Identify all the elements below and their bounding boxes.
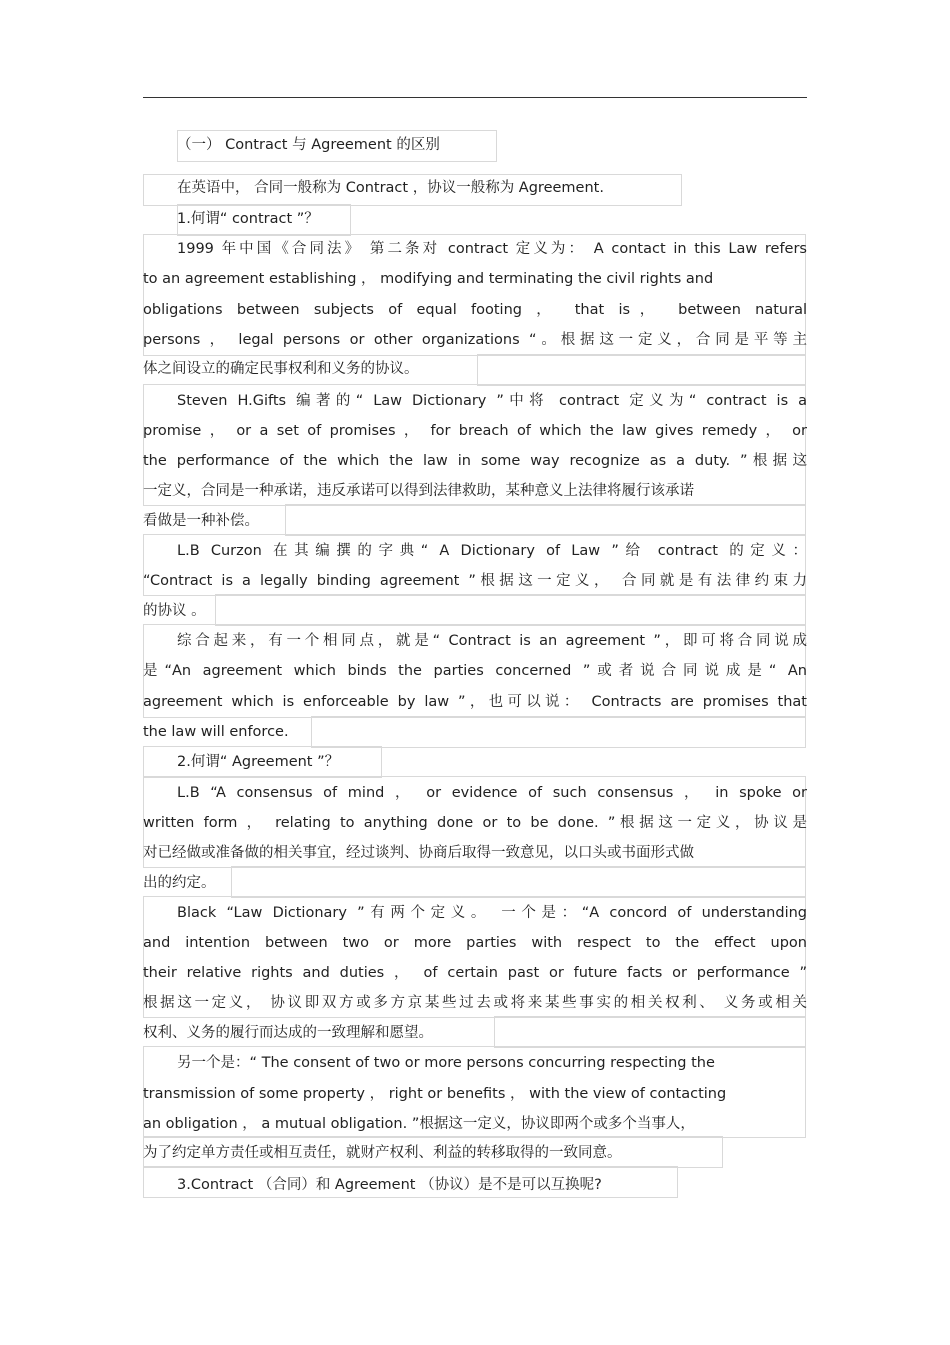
text-line: 的协议 。 — [143, 603, 206, 619]
text-line: their relative rights and duties ， of certain past or future facts or performance ” — [143, 965, 807, 981]
text-line: promise ， or a set of promises ， for breach of which the law gives remedy ， or — [143, 423, 807, 439]
text-line: 权利、义务的履行而达成的一致理解和愿望。 — [143, 1025, 433, 1041]
text-line: 对已经做或准备做的相关事宜，经过谈判、协商后取得一致意见，以口头或书面形式做 — [143, 845, 694, 861]
text-line: L.B “A consensus of mind ， or evidence of such consensus ， in spoke or — [177, 785, 807, 801]
text-line: obligations between subjects of equal footing ， that is， between natural — [143, 302, 807, 318]
text-line: 根据这一定义， 协议即双方或多方京某些过去或将来某些事实的相关权利、 义务或相关 — [143, 995, 807, 1011]
text-line: 体之间设立的确定民事权利和义务的协议。 — [143, 361, 419, 377]
text-line: an obligation ， a mutual obligation. ”根据这一定义，协议即两个或多个当事人， — [143, 1116, 695, 1132]
subheading-interchangeable: 3.Contract （合同）和 Agreement （协议）是不是可以互换呢? — [177, 1177, 602, 1193]
text-line: transmission of some property ， right or benefits ， with the view of contacting — [143, 1086, 727, 1102]
text-line: to an agreement establishing ， modifying and terminating the civil rights and — [143, 271, 714, 287]
text-line: persons ， legal persons or other organizations “。根据这一定义，合同是平等主 — [143, 332, 807, 348]
text-line: written form ， relating to anything done or to be done. ”根据这一定义，协议是 — [143, 815, 807, 831]
text-line: 另一个是：“ The consent of two or more persons concurring respecting the — [177, 1055, 715, 1071]
subheading-contract: 1.何谓“ contract ”？ — [177, 211, 319, 227]
text-line: L.B Curzon 在其编撰的字典“ A Dictionary of Law ”给 contract 的定义： — [177, 543, 807, 559]
text-line: 综合起来，有一个相同点，就是“ Contract is an agreement ”，即可将合同说成 — [177, 633, 807, 649]
text-line: “Contract is a legally binding agreement ”根据这一定义， 合同就是有法律约束力 — [143, 573, 807, 589]
text-line: the law will enforce. — [143, 724, 289, 740]
text-line: Black “Law Dictionary ”有两个定义。 一个是：“A concord of understanding — [177, 905, 807, 921]
text-line: 看做是一种补偿。 — [143, 513, 259, 529]
section-heading: （一） Contract 与 Agreement 的区别 — [177, 137, 440, 153]
text-line: the performance of the which the law in some way recognize as a duty. ”根据这 — [143, 453, 807, 469]
text-line: 一定义，合同是一种承诺，违反承诺可以得到法律救助，某种意义上法律将履行该承诺 — [143, 483, 694, 499]
text-line: 在英语中， 合同一般称为 Contract ，协议一般称为 Agreement. — [177, 180, 604, 196]
text-line: 为了约定单方责任或相互责任，就财产权利、利益的转移取得的一致同意。 — [143, 1145, 622, 1161]
text-line: 出的约定。 — [143, 875, 216, 891]
text-line: Steven H.Gifts 编著的“ Law Dictionary ”中将 contract 定义为“ contract is a — [177, 393, 807, 409]
text-line: and intention between two or more parties with respect to the effect upon — [143, 935, 807, 951]
text-line: 1999 年中国《合同法》 第二条对 contract 定义为： A contact in this Law refers — [177, 241, 807, 257]
text-line: agreement which is enforceable by law ”，也可以说： Contracts are promises that — [143, 694, 807, 710]
header-rule — [143, 97, 807, 98]
subheading-agreement: 2.何谓“ Agreement ”？ — [177, 754, 340, 770]
text-line: 是“An agreement which binds the parties concerned ”或者说合同说成是“ An — [143, 663, 807, 679]
